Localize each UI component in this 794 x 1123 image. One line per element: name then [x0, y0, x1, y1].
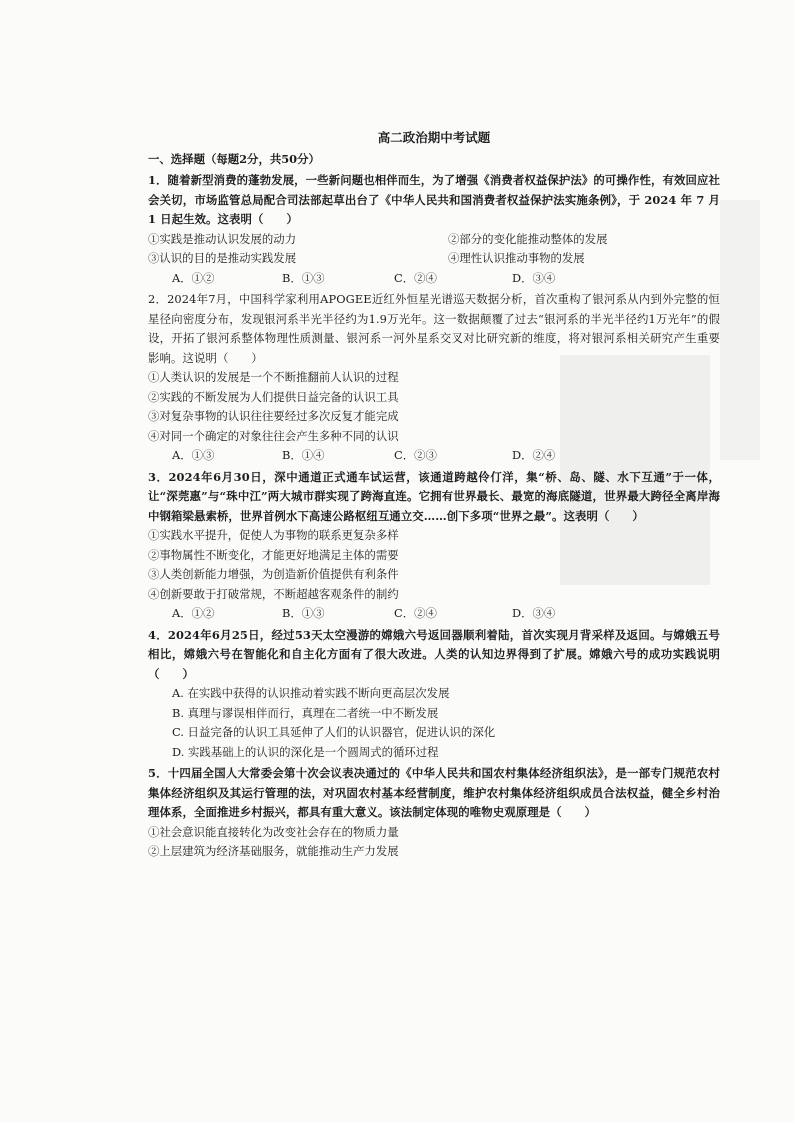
question-2 [148, 290, 720, 466]
option-item: ④创新要敢于打破常规，不断超越客观条件的制约 [148, 586, 399, 601]
option-item: ②上层建筑为经济基础服务，就能推动生产力发展 [148, 844, 399, 858]
answer-choices [148, 604, 720, 624]
answer-choice: C．②③ [394, 448, 437, 462]
answer-choice: D．③④ [512, 270, 556, 285]
option-item: ①社会意识能直接转化为改变社会存在的物质力量 [148, 824, 399, 839]
answer-choice: A．①② [172, 606, 215, 620]
option-item: ②实践的不断发展为人们提供日益完备的认识工具 [148, 389, 399, 404]
exam-title: 高二政治期中考试题 [377, 130, 491, 145]
option-item: ②部分的变化能推动整体的发展 [448, 231, 608, 246]
question-stem: 3．2024年6月30日，深中通道正式通车试运营，该通道跨越伶仃洋，集“桥、岛、隧、水下互通”于一体，让“深莞惠”与“珠中江”两大城市群实现了跨海直连。它拥有世界最长、最宽的海底隧道，世界最大跨径全离岸海中钢箱梁悬索桥，世界首例水下高速公路枢纽互通立交……创下多项“世界之最”。这表明（ ） [148, 469, 720, 523]
option-item: ③人类创新能力增强，为创造新价值提供有利条件 [148, 567, 399, 581]
section-heading: 一、选择题（每题2分，共50分） [148, 151, 320, 166]
show-through-shadow [720, 200, 760, 460]
answer-choice: D．②④ [512, 448, 556, 462]
option-item: ①实践是推动认识发展的动力 [148, 231, 297, 246]
question-5 [148, 764, 720, 862]
answer-choice: B. 真理与谬误相伴而行，真理在二者统一中不断发展 [172, 705, 439, 720]
answer-choice: A．①② [172, 270, 215, 285]
answer-choice: A．①③ [172, 448, 215, 462]
question-stem: 2．2024年7月，中国科学家利用APOGEE近红外恒星光谱巡天数据分析，首次重构了银河系从内到外完整的恒星径向密度分布，发现银河系半光半径约为1.9万光年。这一数据颠覆了过去“银河系的半光半径约1万光年”的假设，开拓了银河系整体物理性质测量、银河系一河外星系交叉对比研究新的维度，将对银河系相关研究产生重要影响。这说明（ ） [148, 292, 720, 365]
answer-choice: C. 日益完备的认识工具延伸了人们的认识器官，促进认识的深化 [172, 725, 496, 739]
option-item: ③认识的目的是推动实践发展 [148, 251, 297, 265]
answer-choices [148, 269, 720, 289]
question-1 [148, 171, 720, 288]
question-4 [148, 626, 720, 763]
option-item: ④理性认识推动事物的发展 [448, 251, 585, 265]
question-3 [148, 468, 720, 624]
answer-choice: D. 实践基础上的认识的深化是一个圆周式的循环过程 [172, 744, 439, 759]
option-item: ②事物属性不断变化，才能更好地满足主体的需要 [148, 547, 399, 562]
option-item: ④对同一个确定的对象往往会产生多种不同的认识 [148, 428, 399, 443]
answer-choice: C．②④ [394, 270, 437, 285]
answer-choice: C．②④ [394, 606, 437, 620]
answer-choice: B．①④ [282, 448, 325, 462]
option-item: ③对复杂事物的认识往往要经过多次反复才能完成 [148, 409, 399, 423]
option-item: ①实践水平提升，促使人为事物的联系更复杂多样 [148, 528, 399, 542]
question-stem: 5．十四届全国人大常委会第十次会议表决通过的《中华人民共和国农村集体经济组织法》，是一部专门规范农村集体经济组织及其运行管理的法，对巩固农村基本经营制度，维护农村集体经济组织成员合法权益，健全乡村治理体系，全面推进乡村振兴，都具有重大意义。该法制定体现的唯物史观原理是（ ） [148, 766, 720, 819]
answer-choice: D．③④ [512, 606, 556, 620]
answer-choice: A. 在实践中获得的认识推动着实践不断向更高层次发展 [172, 686, 450, 700]
question-stem: 1．随着新型消费的蓬勃发展，一些新问题也相伴而生，为了增强《消费者权益保护法》的可操作性，有效回应社会关切，市场监管总局配合司法部起草出台了《中华人民共和国消费者权益保护法实施条例》，于 2024 年 7 月 1 日起生效。这表明（ ） [148, 173, 720, 226]
answer-choice: B．①③ [282, 270, 325, 285]
option-list [148, 230, 720, 269]
question-stem: 4．2024年6月25日，经过53天太空漫游的嫦娥六号返回器顺利着陆，首次实现月背采样及返回。与嫦娥五号相比，嫦娥六号在智能化和自主化方面有了很大改进。人类的认知边界得到了扩展。嫦娥六号的成功实践说明（ ） [148, 627, 720, 681]
option-item: ①人类认识的发展是一个不断推翻前人认识的过程 [148, 370, 399, 384]
answer-choices [148, 446, 720, 466]
answer-choice: B．①③ [282, 606, 325, 620]
exam-content [148, 128, 720, 862]
